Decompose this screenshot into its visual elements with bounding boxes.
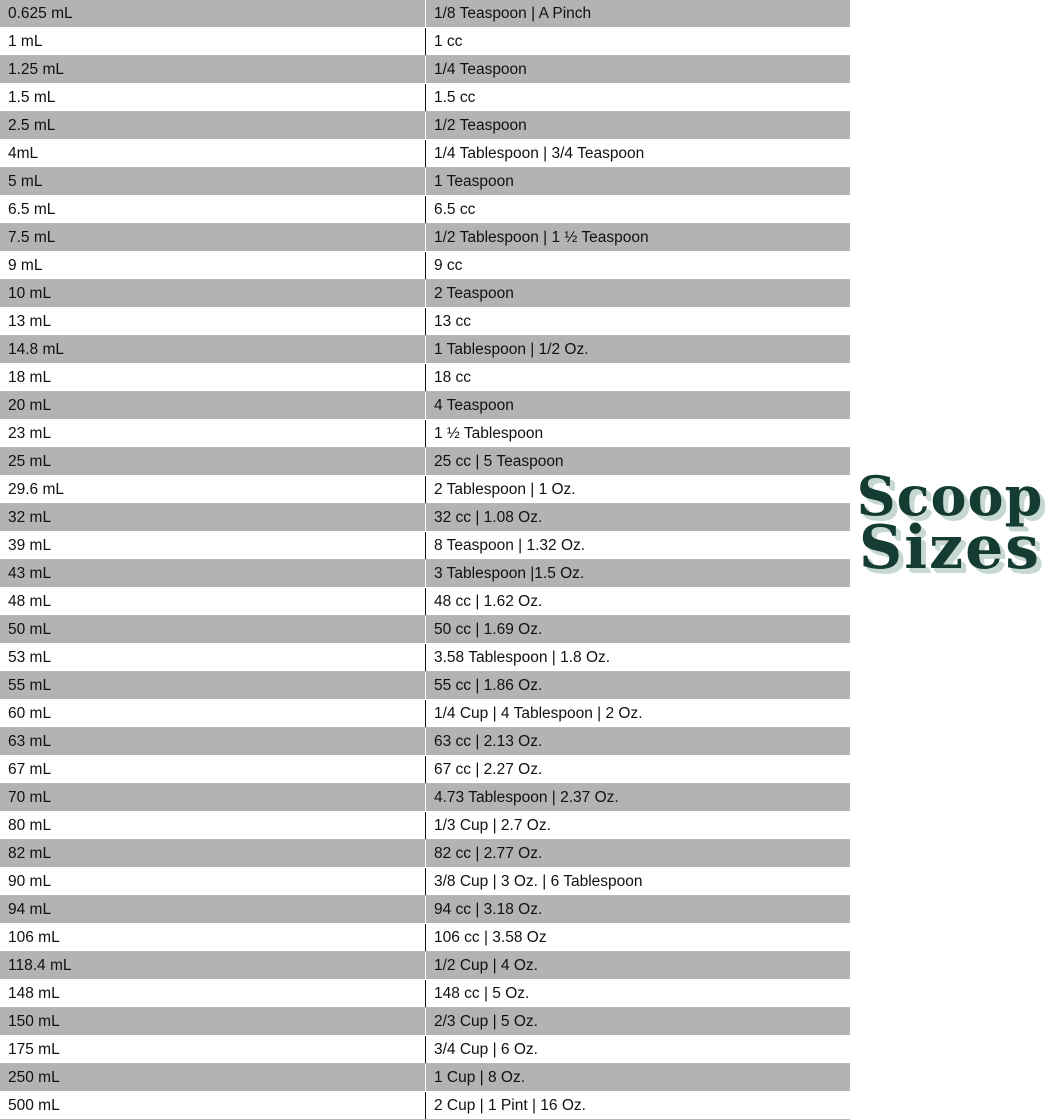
cell-equivalent: 1/4 Cup | 4 Tablespoon | 2 Oz. (426, 700, 851, 728)
table-row (0, 756, 850, 784)
table-row (0, 448, 850, 476)
table-row (0, 868, 850, 896)
cell-equivalent: 9 cc (426, 252, 851, 280)
table-row (0, 1008, 850, 1036)
cell-equivalent: 1 Cup | 8 Oz. (426, 1064, 851, 1092)
cell-equivalent: 63 cc | 2.13 Oz. (426, 728, 851, 756)
cell-equivalent: 1/2 Tablespoon | 1 ½ Teaspoon (426, 224, 851, 252)
cell-equivalent: 106 cc | 3.58 Oz (426, 924, 851, 952)
table-row (0, 644, 850, 672)
cell-volume-ml: 150 mL (0, 1008, 426, 1036)
cell-equivalent: 6.5 cc (426, 196, 851, 224)
cell-volume-ml: 106 mL (0, 924, 426, 952)
cell-volume-ml: 1 mL (0, 28, 426, 56)
cell-equivalent: 4.73 Tablespoon | 2.37 Oz. (426, 784, 851, 812)
scoop-sizes-logo (845, 464, 1055, 583)
cell-volume-ml: 250 mL (0, 1064, 426, 1092)
table-row (0, 56, 850, 84)
table-row (0, 476, 850, 504)
cell-equivalent: 94 cc | 3.18 Oz. (426, 896, 851, 924)
cell-equivalent: 1 Teaspoon (426, 168, 851, 196)
cell-volume-ml: 118.4 mL (0, 952, 426, 980)
table-row (0, 700, 850, 728)
cell-equivalent: 3/4 Cup | 6 Oz. (426, 1036, 851, 1064)
cell-equivalent: 1/4 Tablespoon | 3/4 Teaspoon (426, 140, 851, 168)
logo-line-sizes: Sizes (858, 513, 1042, 583)
cell-volume-ml: 10 mL (0, 280, 426, 308)
table-row (0, 196, 850, 224)
table-row (0, 420, 850, 448)
cell-volume-ml: 67 mL (0, 756, 426, 784)
cell-volume-ml: 9 mL (0, 252, 426, 280)
cell-volume-ml: 175 mL (0, 1036, 426, 1064)
table-row (0, 896, 850, 924)
table-row (0, 1092, 850, 1120)
cell-equivalent: 3/8 Cup | 3 Oz. | 6 Tablespoon (426, 868, 851, 896)
cell-volume-ml: 39 mL (0, 532, 426, 560)
cell-volume-ml: 55 mL (0, 672, 426, 700)
cell-volume-ml: 4mL (0, 140, 426, 168)
cell-volume-ml: 7.5 mL (0, 224, 426, 252)
cell-equivalent: 1/3 Cup | 2.7 Oz. (426, 812, 851, 840)
cell-volume-ml: 6.5 mL (0, 196, 426, 224)
table-row (0, 392, 850, 420)
cell-equivalent: 2 Tablespoon | 1 Oz. (426, 476, 851, 504)
cell-volume-ml: 60 mL (0, 700, 426, 728)
cell-volume-ml: 48 mL (0, 588, 426, 616)
cell-equivalent: 1 ½ Tablespoon (426, 420, 851, 448)
cell-equivalent: 67 cc | 2.27 Oz. (426, 756, 851, 784)
table-row (0, 532, 850, 560)
table-row (0, 672, 850, 700)
cell-equivalent: 1/8 Teaspoon | A Pinch (426, 0, 851, 28)
table-row (0, 84, 850, 112)
table-row (0, 224, 850, 252)
cell-equivalent: 32 cc | 1.08 Oz. (426, 504, 851, 532)
table-row (0, 812, 850, 840)
table-row (0, 280, 850, 308)
table-row (0, 308, 850, 336)
table-row (0, 1064, 850, 1092)
cell-equivalent: 1 Tablespoon | 1/2 Oz. (426, 336, 851, 364)
cell-volume-ml: 18 mL (0, 364, 426, 392)
cell-volume-ml: 63 mL (0, 728, 426, 756)
table-row (0, 504, 850, 532)
cell-volume-ml: 32 mL (0, 504, 426, 532)
cell-volume-ml: 23 mL (0, 420, 426, 448)
cell-volume-ml: 25 mL (0, 448, 426, 476)
cell-equivalent: 148 cc | 5 Oz. (426, 980, 851, 1008)
table-row (0, 840, 850, 868)
cell-equivalent: 8 Teaspoon | 1.32 Oz. (426, 532, 851, 560)
logo-line-scoop: Scoop (856, 464, 1044, 528)
cell-volume-ml: 1.25 mL (0, 56, 426, 84)
cell-volume-ml: 500 mL (0, 1092, 426, 1120)
cell-volume-ml: 70 mL (0, 784, 426, 812)
table-row (0, 1036, 850, 1064)
table-row (0, 924, 850, 952)
table-row (0, 784, 850, 812)
table-row (0, 980, 850, 1008)
table-row (0, 616, 850, 644)
cell-volume-ml: 53 mL (0, 644, 426, 672)
cell-volume-ml: 14.8 mL (0, 336, 426, 364)
cell-volume-ml: 90 mL (0, 868, 426, 896)
table-row (0, 728, 850, 756)
cell-equivalent: 2 Teaspoon (426, 280, 851, 308)
table-row (0, 336, 850, 364)
table-row (0, 0, 850, 28)
cell-volume-ml: 80 mL (0, 812, 426, 840)
cell-volume-ml: 94 mL (0, 896, 426, 924)
cell-equivalent: 2/3 Cup | 5 Oz. (426, 1008, 851, 1036)
cell-volume-ml: 82 mL (0, 840, 426, 868)
cell-equivalent: 1 cc (426, 28, 851, 56)
cell-equivalent: 18 cc (426, 364, 851, 392)
cell-volume-ml: 148 mL (0, 980, 426, 1008)
cell-equivalent: 2 Cup | 1 Pint | 16 Oz. (426, 1092, 851, 1120)
table-row (0, 560, 850, 588)
cell-volume-ml: 1.5 mL (0, 84, 426, 112)
cell-equivalent: 82 cc | 2.77 Oz. (426, 840, 851, 868)
cell-volume-ml: 2.5 mL (0, 112, 426, 140)
table-row (0, 252, 850, 280)
cell-volume-ml: 20 mL (0, 392, 426, 420)
cell-equivalent: 55 cc | 1.86 Oz. (426, 672, 851, 700)
cell-equivalent: 48 cc | 1.62 Oz. (426, 588, 851, 616)
cell-volume-ml: 0.625 mL (0, 0, 426, 28)
table-row (0, 168, 850, 196)
cell-equivalent: 1/2 Cup | 4 Oz. (426, 952, 851, 980)
table-row (0, 364, 850, 392)
cell-equivalent: 25 cc | 5 Teaspoon (426, 448, 851, 476)
cell-equivalent: 13 cc (426, 308, 851, 336)
cell-equivalent: 4 Teaspoon (426, 392, 851, 420)
table-row (0, 112, 850, 140)
cell-volume-ml: 29.6 mL (0, 476, 426, 504)
cell-equivalent: 50 cc | 1.69 Oz. (426, 616, 851, 644)
cell-equivalent: 3.58 Tablespoon | 1.8 Oz. (426, 644, 851, 672)
cell-volume-ml: 50 mL (0, 616, 426, 644)
cell-equivalent: 1.5 cc (426, 84, 851, 112)
cell-volume-ml: 43 mL (0, 560, 426, 588)
cell-volume-ml: 13 mL (0, 308, 426, 336)
table-row (0, 588, 850, 616)
cell-equivalent: 1/4 Teaspoon (426, 56, 851, 84)
cell-equivalent: 1/2 Teaspoon (426, 112, 851, 140)
table-row (0, 140, 850, 168)
table-row (0, 952, 850, 980)
cell-equivalent: 3 Tablespoon |1.5 Oz. (426, 560, 851, 588)
cell-volume-ml: 5 mL (0, 168, 426, 196)
table-row (0, 28, 850, 56)
